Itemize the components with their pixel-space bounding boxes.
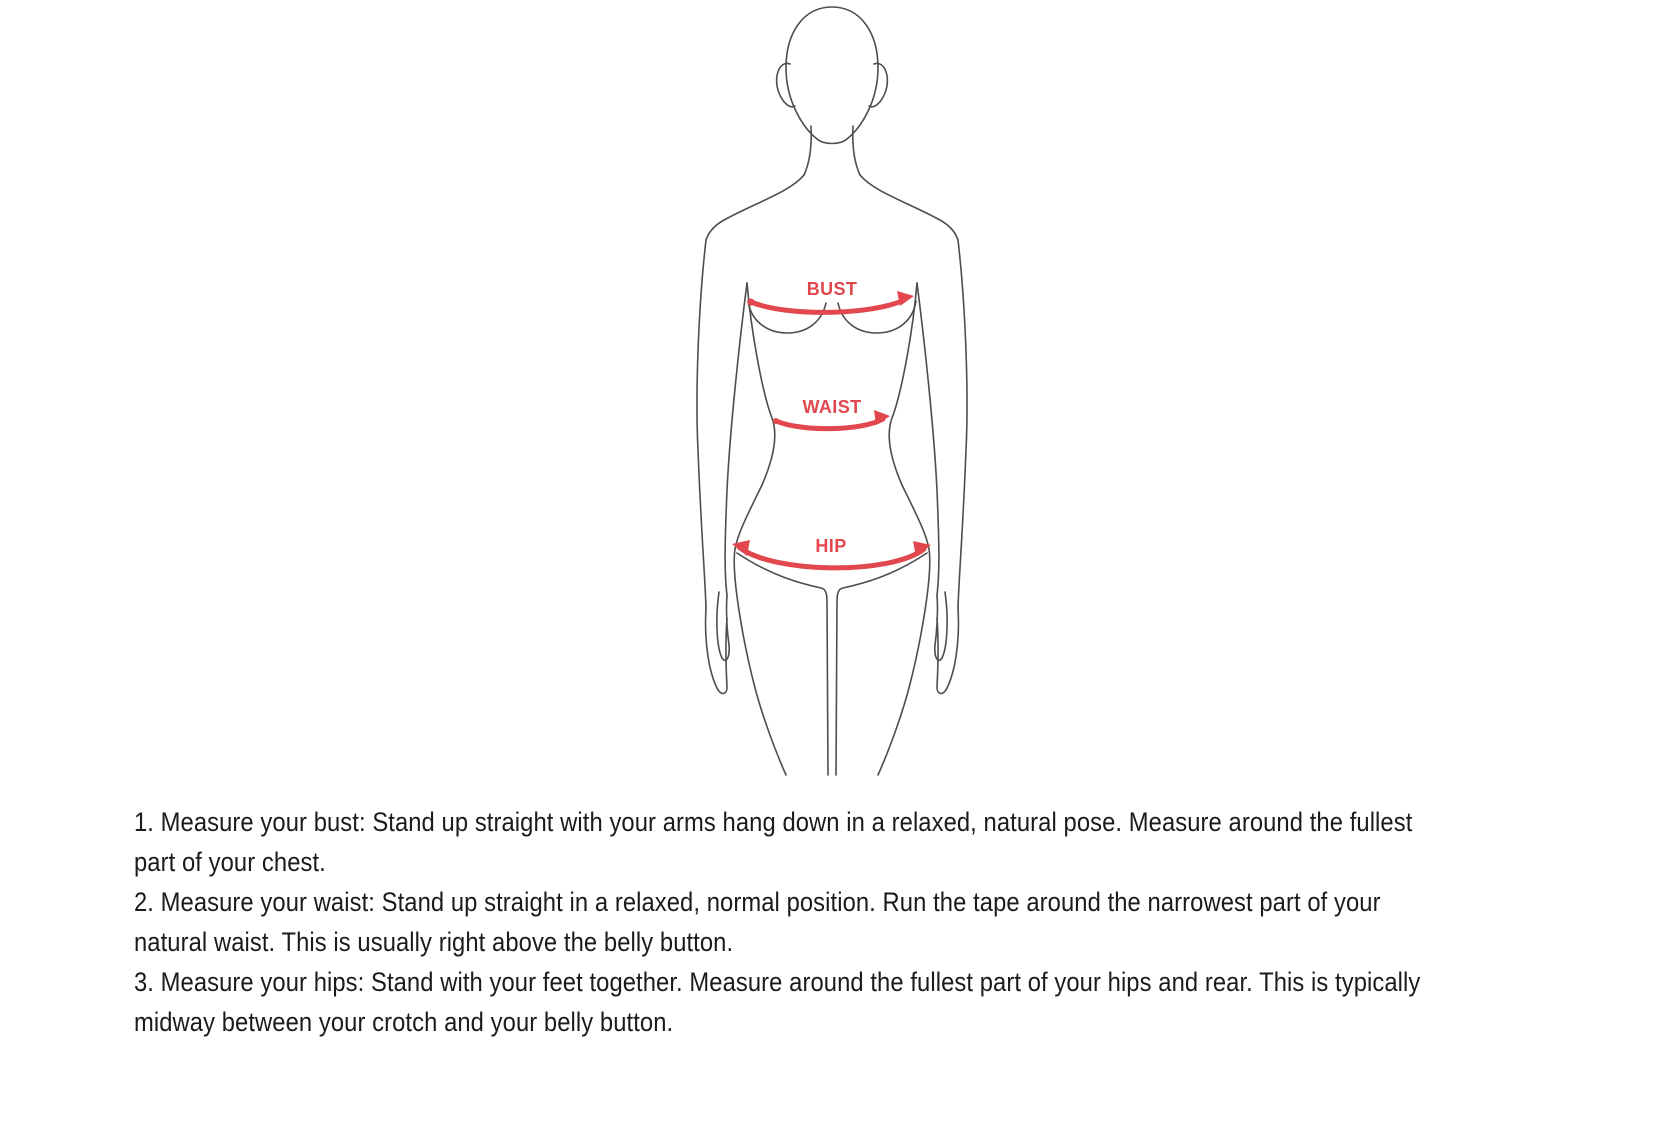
left-thumb <box>717 592 729 660</box>
shoulder-right <box>860 175 958 240</box>
waist-line-start-dot <box>773 418 779 424</box>
hip-label: HIP <box>815 536 847 556</box>
instruction-line-6: midway between your crotch and your belly button. <box>134 1007 674 1037</box>
arm-outer-left <box>697 240 706 608</box>
body-figure-svg <box>650 0 980 780</box>
right-thumb <box>935 592 947 660</box>
instruction-line-5: 3. Measure your hips: Stand with your feet together. Measure around the fullest part of your hips and rear. This is typically <box>134 967 1421 997</box>
bust-label: BUST <box>806 279 858 299</box>
bust-line-start-dot <box>748 299 755 306</box>
arm-outer-right <box>958 240 967 608</box>
torso-left <box>734 283 786 775</box>
figure-outline <box>697 7 967 775</box>
hip-measurement <box>732 536 931 568</box>
head-outline <box>786 7 878 144</box>
instruction-line-1: 1. Measure your bust: Stand up straight with your arms hang down in a relaxed, natural pose. Measure around the fullest <box>134 807 1413 837</box>
bust-measurement <box>748 279 915 312</box>
waist-measure-line <box>776 419 883 429</box>
thigh-inner-right <box>836 553 927 775</box>
shoulder-left <box>706 175 804 240</box>
waist-label: WAIST <box>802 397 862 417</box>
instruction-line-2: part of your chest. <box>134 847 326 877</box>
instruction-line-3: 2. Measure your waist: Stand up straight in a relaxed, normal position. Run the tape around the narrowest part of your <box>134 887 1381 917</box>
waist-measurement <box>773 397 890 429</box>
body-figure-illustration <box>650 0 980 780</box>
waist-arrowhead <box>874 410 890 425</box>
thigh-inner-left <box>737 553 828 775</box>
measuring-instructions <box>134 802 1542 1042</box>
torso-right <box>878 283 930 775</box>
instruction-line-4: natural waist. This is usually right above the belly button. <box>134 927 734 957</box>
